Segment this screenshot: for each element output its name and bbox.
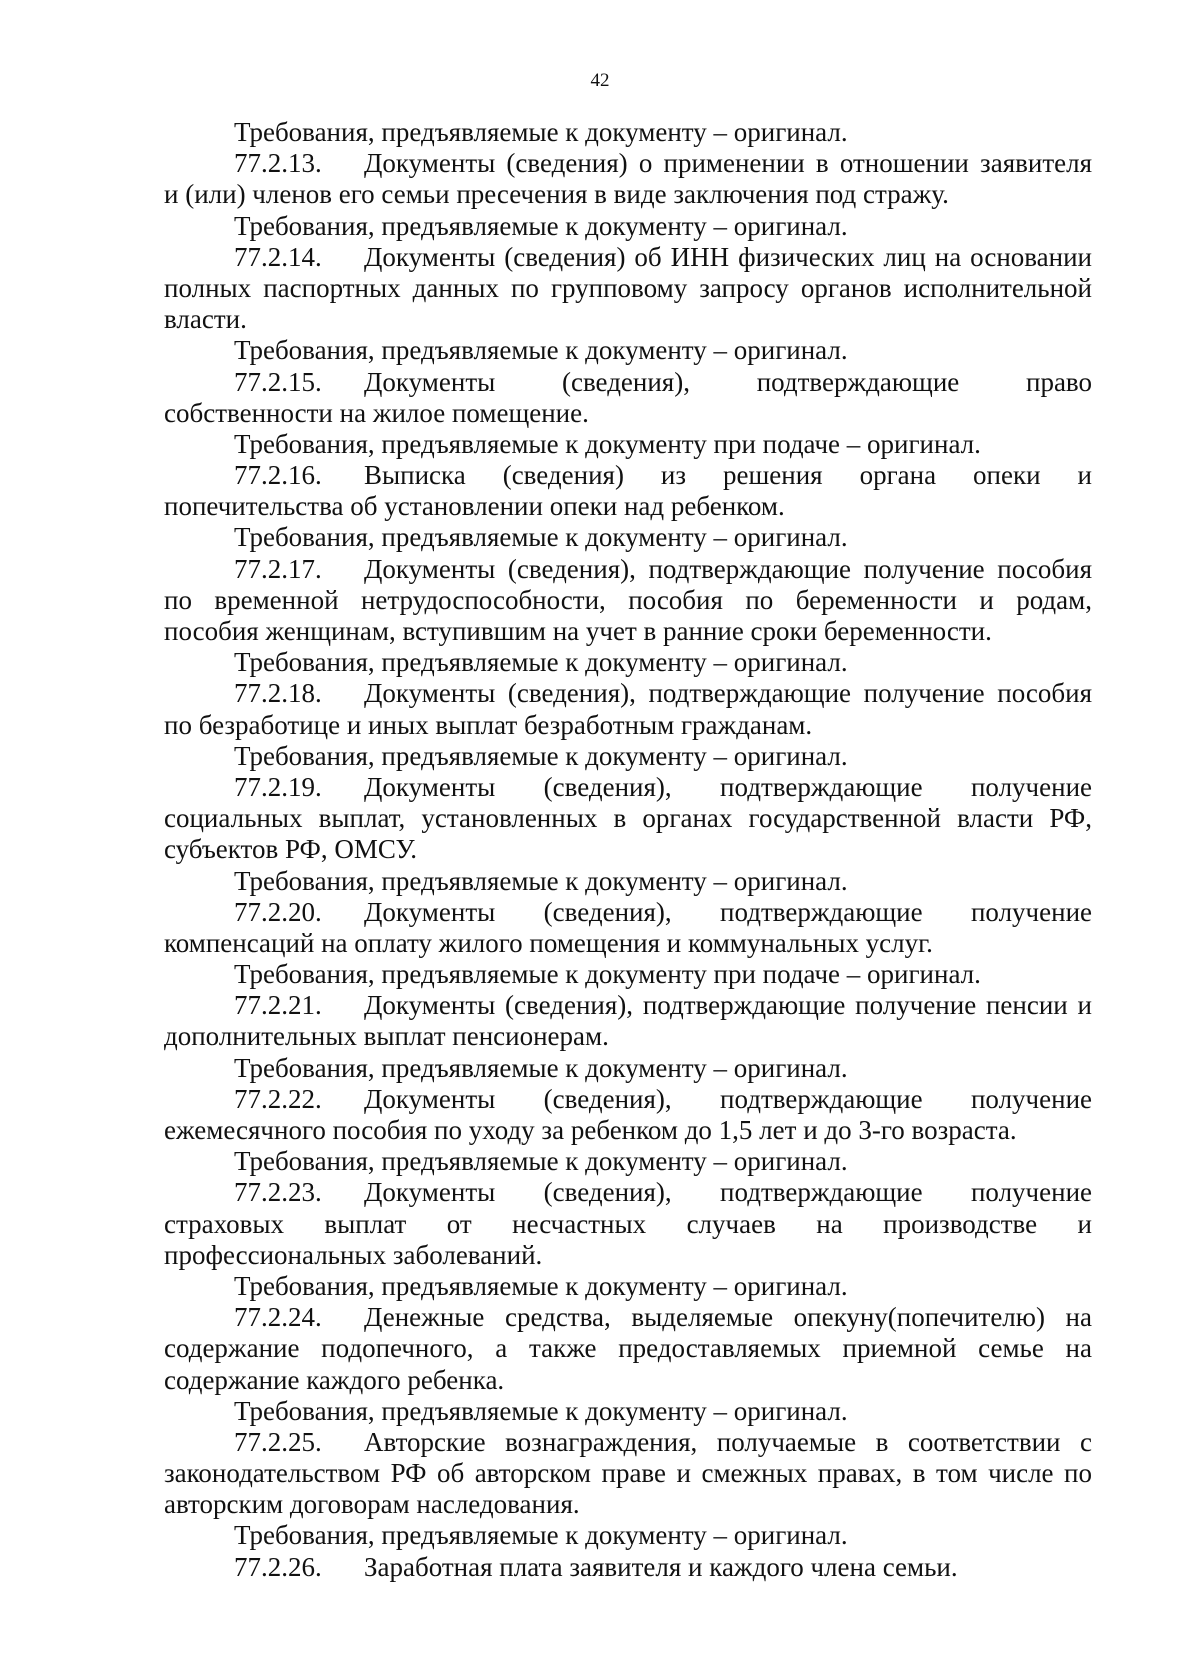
clause-first-line xyxy=(164,1177,1092,1208)
clause-number: 77.2.20. xyxy=(234,896,322,927)
clause-text: Документы (сведения) об ИНН физических лиц на основании xyxy=(364,241,1092,272)
clause-text: Заработная плата заявителя и каждого члена семьи. xyxy=(364,1551,958,1582)
clause-first-line xyxy=(164,554,1092,585)
clause-text: Авторские вознаграждения, получаемые в соответствии с xyxy=(364,1426,1092,1457)
requirement-line: Требования, предъявляемые к документу – оригинал. xyxy=(234,335,848,366)
clause-first-line xyxy=(164,1427,1092,1458)
requirement-line: Требования, предъявляемые к документу – оригинал. xyxy=(234,865,848,896)
clause-continuation-line: полных паспортных данных по групповому запросу органов исполнительной xyxy=(164,272,1092,303)
clause-continuation-line: субъектов РФ, ОМСУ. xyxy=(164,834,417,865)
clause-number: 77.2.24. xyxy=(234,1302,322,1333)
clause-continuation-line: законодательством РФ об авторском праве и смежных правах, в том числе по xyxy=(164,1458,1092,1489)
clause-first-line xyxy=(164,772,1092,803)
clause-text: Документы (сведения), подтверждающие получение пенсии и xyxy=(364,990,1092,1021)
clause-text: Документы (сведения) о применении в отношении заявителя xyxy=(364,148,1092,179)
clause-first-line xyxy=(164,897,1092,928)
clause-continuation-line: авторским договорам наследования. xyxy=(164,1489,580,1520)
clause-number: 77.2.26. xyxy=(234,1551,322,1582)
clause-first-line xyxy=(164,990,1092,1021)
requirement-line: Требования, предъявляемые к документу – оригинал. xyxy=(234,117,848,147)
requirement-line: Требования, предъявляемые к документу – оригинал. xyxy=(234,647,848,678)
clause-number: 77.2.21. xyxy=(234,990,322,1021)
clause-first-line xyxy=(164,1302,1092,1333)
clause-number: 77.2.16. xyxy=(234,460,322,491)
clause-text: Документы (сведения), подтверждающие получение пособия xyxy=(364,553,1092,584)
requirement-line: Требования, предъявляемые к документу – оригинал. xyxy=(234,522,848,553)
clause-continuation-line: профессиональных заболеваний. xyxy=(164,1239,543,1270)
requirement-line: Требования, предъявляемые к документу – оригинал. xyxy=(234,210,848,241)
clause-continuation-line: пособия женщинам, вступившим на учет в ранние сроки беременности. xyxy=(164,616,992,646)
clause-continuation-line: компенсаций на оплату жилого помещения и коммунальных услуг. xyxy=(164,927,933,958)
clause-number: 77.2.22. xyxy=(234,1083,322,1114)
clause-number: 77.2.18. xyxy=(234,678,322,709)
clause-first-line xyxy=(164,460,1092,491)
clause-number: 77.2.15. xyxy=(234,366,322,397)
clause-text: Документы (сведения), подтверждающие получение xyxy=(364,771,1092,802)
page-number: 42 xyxy=(590,70,610,91)
clause-number: 77.2.19. xyxy=(234,771,322,802)
clause-continuation-line: по безработице и иных выплат безработным гражданам. xyxy=(164,709,813,740)
clause-first-line xyxy=(164,367,1092,398)
document-body xyxy=(164,117,1092,1583)
clause-continuation-line: собственности на жилое помещение. xyxy=(164,397,589,428)
clause-first-line xyxy=(164,678,1092,709)
clause-continuation-line: содержание подопечного, а также предоставляемых приемной семье на xyxy=(164,1333,1092,1364)
requirement-line: Требования, предъявляемые к документу – оригинал. xyxy=(234,1052,848,1083)
requirement-line: Требования, предъявляемые к документу – оригинал. xyxy=(234,1270,848,1301)
clause-continuation-line: ежемесячного пособия по уходу за ребенком до 1,5 лет и до 3-го возраста. xyxy=(164,1115,1017,1145)
requirement-line: Требования, предъявляемые к документу при подаче – оригинал. xyxy=(234,428,981,459)
clause-continuation-line: попечительства об установлении опеки над ребенком. xyxy=(164,491,785,522)
clause-first-line xyxy=(164,1552,1092,1583)
clause-number: 77.2.13. xyxy=(234,148,322,179)
clause-continuation-line: власти. xyxy=(164,304,247,335)
clause-number: 77.2.17. xyxy=(234,553,322,584)
clause-text: Выписка (сведения) из решения органа опеки и xyxy=(364,460,1092,491)
clause-continuation-line: по временной нетрудоспособности, пособия по беременности и родам, xyxy=(164,584,1092,615)
requirement-line: Требования, предъявляемые к документу – оригинал. xyxy=(234,1146,848,1177)
requirement-line: Требования, предъявляемые к документу – оригинал. xyxy=(234,1520,848,1551)
clause-number: 77.2.14. xyxy=(234,241,322,272)
requirement-line: Требования, предъявляемые к документу – оригинал. xyxy=(234,1395,848,1426)
clause-continuation-line: социальных выплат, установленных в органах государственной власти РФ, xyxy=(164,803,1092,834)
clause-first-line xyxy=(164,148,1092,179)
clause-number: 77.2.25. xyxy=(234,1426,322,1457)
clause-continuation-line: и (или) членов его семьи пресечения в виде заключения под стражу. xyxy=(164,179,949,210)
clause-continuation-line: дополнительных выплат пенсионерам. xyxy=(164,1021,609,1052)
clause-continuation-line: страховых выплат от несчастных случаев на производстве и xyxy=(164,1208,1092,1239)
clause-continuation-line: содержание каждого ребенка. xyxy=(164,1364,505,1395)
clause-text: Документы (сведения), подтверждающие получение xyxy=(364,896,1092,927)
clause-text: Денежные средства, выделяемые опекуну(попечителю) на xyxy=(364,1302,1092,1333)
clause-first-line xyxy=(164,1084,1092,1115)
requirement-line: Требования, предъявляемые к документу при подаче – оригинал. xyxy=(234,959,981,990)
clause-number: 77.2.23. xyxy=(234,1177,322,1208)
requirement-line: Требования, предъявляемые к документу – оригинал. xyxy=(234,740,848,771)
clause-text: Документы (сведения), подтверждающие получение xyxy=(364,1083,1092,1114)
clause-first-line xyxy=(164,242,1092,273)
clause-text: Документы (сведения), подтверждающие получение xyxy=(364,1177,1092,1208)
clause-text: Документы (сведения), подтверждающие получение пособия xyxy=(364,678,1092,709)
clause-text: Документы (сведения), подтверждающие право xyxy=(364,366,1092,397)
